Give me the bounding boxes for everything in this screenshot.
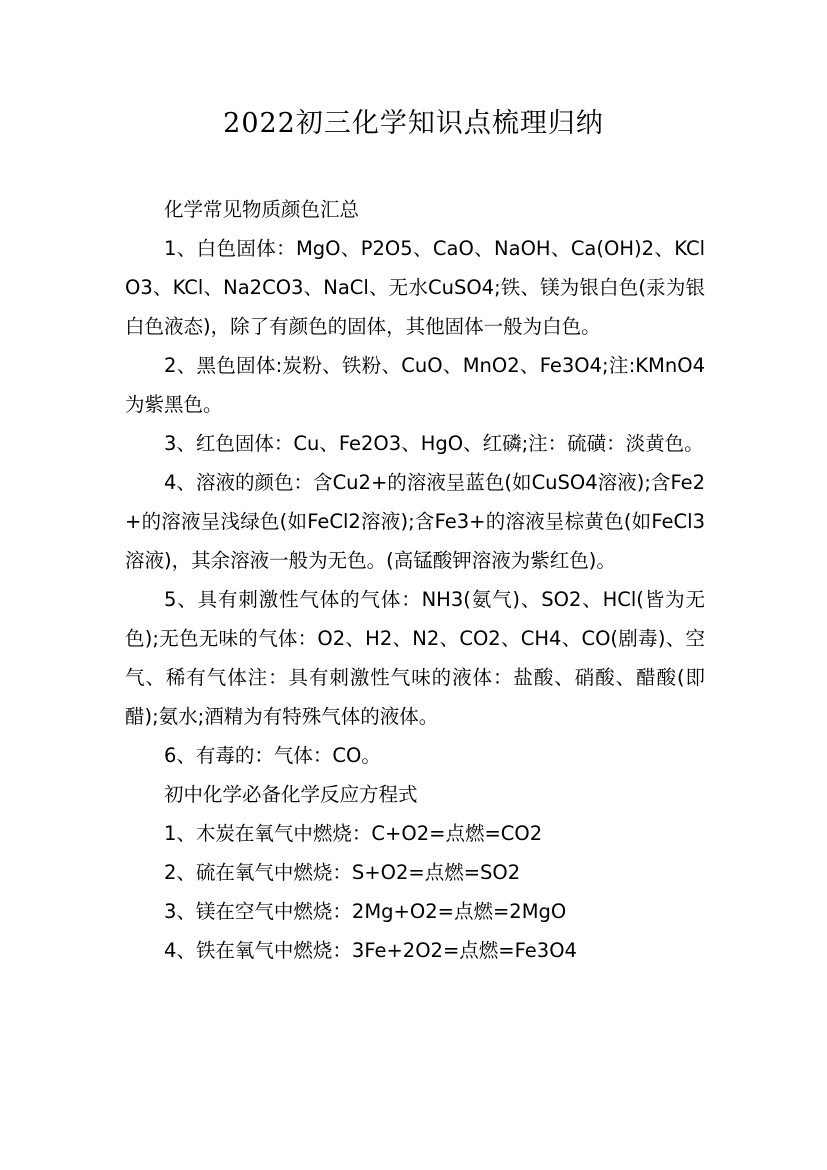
paragraph-black-solids: 2、黑色固体:炭粉、铁粉、CuO、MnO2、Fe3O4;注:KMnO4为紫黑色。 <box>125 354 705 416</box>
equation-item: 1、木炭在氧气中燃烧：C+O2=点燃=CO2 <box>164 822 543 845</box>
section-heading-colors: 化学常见物质颜色汇总 <box>164 198 360 221</box>
paragraph-gases: 5、具有刺激性气体的气体：NH3(氨气)、SO2、HCl(皆为无色);无色无味的气体：O2、H2、N2、CO2、CH4、CO(剧毒)、空气、稀有气体注：具有刺激性气味的液体：盐酸、硝酸、醋酸(即醋);氨水;酒精为有特殊气体的液体。 <box>125 588 705 728</box>
equation-item: 2、硫在氧气中燃烧：S+O2=点燃=SO2 <box>164 861 521 884</box>
paragraph-solution-colors: 4、溶液的颜色：含Cu2+的溶液呈蓝色(如CuSO4溶液);含Fe2+的溶液呈浅绿色(如FeCl2溶液);含Fe3+的溶液呈棕黄色(如FeCl3溶液)，其余溶液一般为无色。(高锰酸钾溶液为紫红色)。 <box>125 471 705 572</box>
document-title: 2022初三化学知识点梳理归纳 <box>223 108 604 139</box>
paragraph-white-solids: 1、白色固体：MgO、P2O5、CaO、NaOH、Ca(OH)2、KClO3、KCl、Na2CO3、NaCl、无水CuSO4;铁、镁为银白色(汞为银白色液态)，除了有颜色的固体，其他固体一般为白色。 <box>125 237 705 338</box>
equation-item: 3、镁在空气中燃烧：2Mg+O2=点燃=2MgO <box>164 900 567 923</box>
document-body <box>125 190 705 970</box>
paragraph-toxic: 6、有毒的：气体：CO。 <box>164 744 381 767</box>
equation-item: 4、铁在氧气中燃烧：3Fe+2O2=点燃=Fe3O4 <box>164 939 577 962</box>
paragraph-red-solids: 3、红色固体：Cu、Fe2O3、HgO、红磷;注：硫磺：淡黄色。 <box>164 432 704 455</box>
section-heading-equations: 初中化学必备化学反应方程式 <box>164 783 418 806</box>
